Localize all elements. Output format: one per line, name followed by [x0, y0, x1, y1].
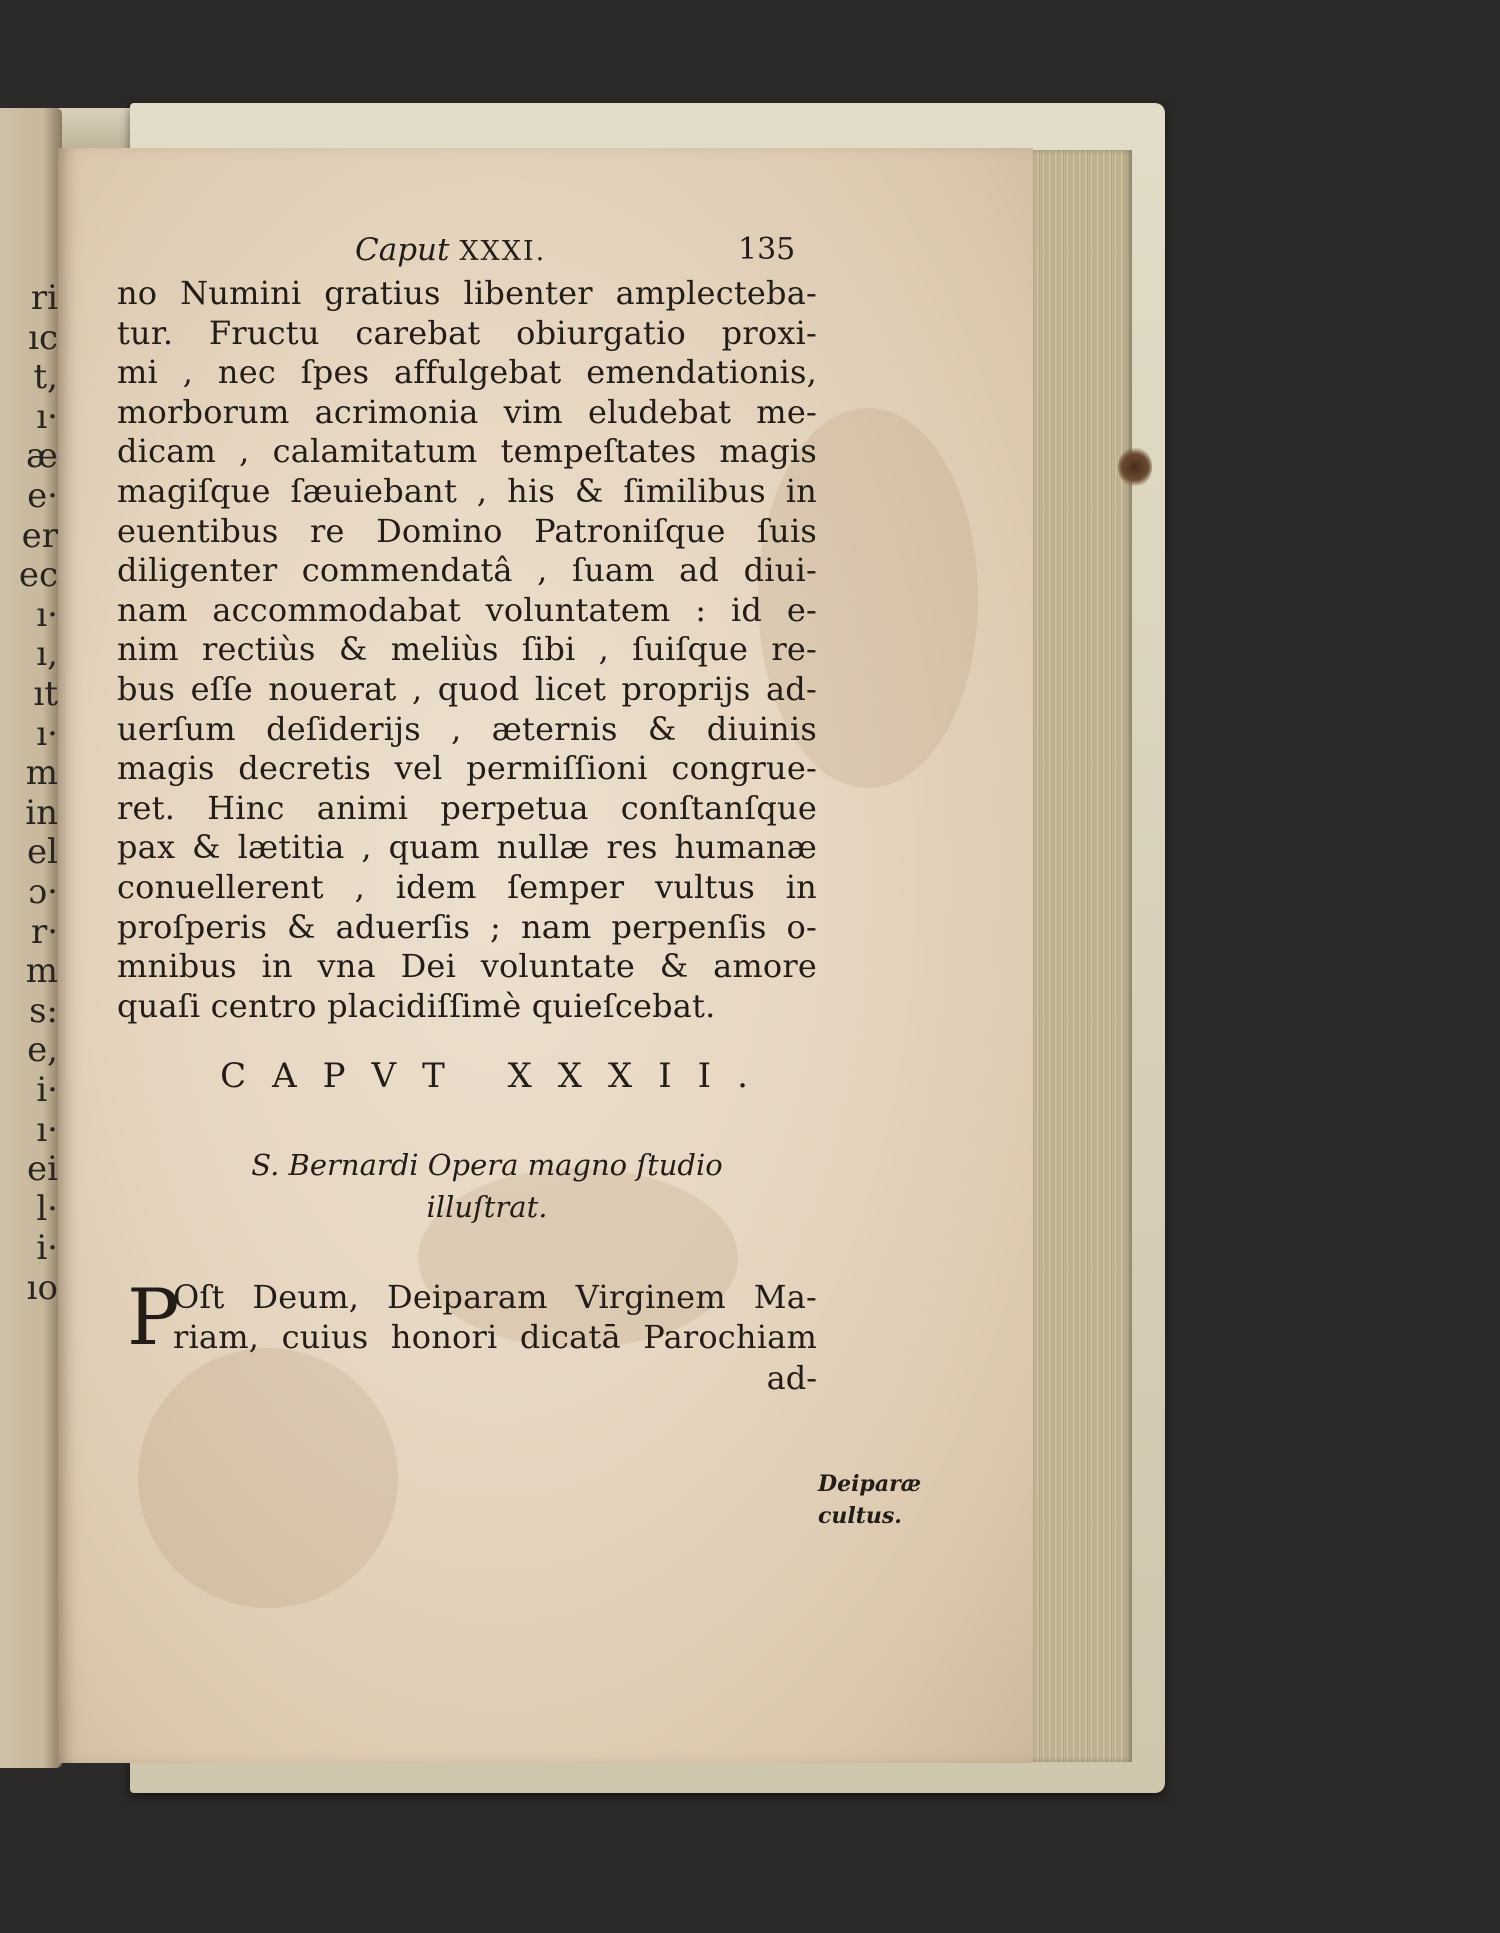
- second-paragraph: [117, 1273, 817, 1399]
- left-page-fragment: i·: [36, 1070, 58, 1110]
- text-line: Oſt Deum, Deiparam Virginem Ma-: [173, 1278, 817, 1317]
- left-page-fragment: ɔ·: [28, 872, 58, 912]
- left-page-fragment: ıo: [26, 1268, 58, 1308]
- left-page-fragment: s:: [29, 990, 58, 1031]
- left-page-fragment: m: [25, 753, 58, 794]
- running-head-title: Caput XXXI.: [355, 232, 547, 268]
- running-head: [117, 232, 817, 274]
- left-page-fragment: ec: [18, 555, 58, 596]
- page-number: 135: [738, 232, 796, 267]
- text-line: mnibus in vna Dei voluntate & amore: [117, 947, 817, 986]
- text-line: bus eſſe nouerat , quod licet proprijs ad-: [117, 669, 817, 708]
- text-line: pax & lætitia , quam nullæ res humanæ: [117, 828, 817, 867]
- left-page-fragment: e,: [27, 1030, 58, 1071]
- worm-hole-damage: [1118, 447, 1152, 487]
- left-page-fragment: in: [25, 792, 58, 833]
- left-page-fragment: ıt: [33, 674, 58, 714]
- left-page-fragment: ri: [30, 278, 58, 318]
- left-page-fragment: er: [21, 515, 58, 556]
- left-page-fragment: ı,: [36, 634, 58, 675]
- margin-note-line: cultus.: [818, 1503, 902, 1529]
- body-paragraph: [117, 274, 817, 1026]
- text-line: morborum acrimonia vim eludebat me-: [117, 392, 817, 431]
- text-line: diligenter commendatâ , ſuam ad diui-: [117, 551, 817, 590]
- margin-note: [818, 1468, 921, 1532]
- text-line: ret. Hinc animi perpetua conſtanſque: [117, 788, 817, 827]
- left-page-fragment: e·: [27, 476, 58, 516]
- left-page-fragment: l·: [36, 1188, 58, 1229]
- left-page-edge: [0, 108, 62, 1768]
- page-fore-edge: [1028, 150, 1132, 1762]
- subtitle-line: illuſtrat.: [426, 1190, 548, 1225]
- left-page-fragment: ıc: [28, 317, 58, 358]
- text-block: [117, 232, 817, 1399]
- left-page-fragment: ı·: [36, 396, 58, 437]
- text-line: no Numini gratius libenter amplecteba-: [117, 274, 817, 312]
- left-page-fragment: ı·: [36, 1109, 58, 1150]
- left-page-fragment: ei: [27, 1149, 58, 1190]
- left-page-fragment: i·: [36, 1228, 58, 1269]
- margin-note-line: Deiparæ: [818, 1471, 922, 1497]
- text-line: tur. Fructu carebat obiurgatio proxi-: [117, 313, 817, 352]
- text-line: proſperis & aduerſis ; nam perpenſis o-: [117, 907, 817, 946]
- text-line: magis decretis vel permiſſioni congrue-: [117, 749, 817, 788]
- text-line: riam, cuius honori dicatā Parochiam: [173, 1317, 817, 1356]
- chapter-heading: CAPVT XXXII.: [220, 1056, 774, 1097]
- text-line: nam accommodabat voluntatem : id e-: [117, 590, 817, 629]
- left-page-fragment: el: [27, 832, 58, 873]
- left-page-fragment: ı·: [36, 594, 58, 635]
- left-page-fragment: r·: [30, 911, 58, 952]
- text-line: euentibus re Domino Patroniſque ſuis: [117, 511, 817, 550]
- left-page-fragment: t,: [33, 357, 58, 398]
- text-line: conuellerent , idem ſemper vultus in: [117, 867, 817, 906]
- drop-cap: P: [127, 1273, 180, 1364]
- text-line: nim rectiùs & meliùs ſibi , ſuiſque re-: [117, 630, 817, 669]
- left-page-fragment: ı·: [36, 713, 58, 754]
- text-line: uerſum deſiderijs , æternis & diuinis: [117, 709, 817, 748]
- chapter-subtitle: [117, 1144, 817, 1228]
- catchword: ad-: [766, 1359, 817, 1398]
- left-page-fragment: m: [25, 951, 58, 992]
- subtitle-line: S. Bernardi Opera magno ſtudio: [251, 1148, 723, 1183]
- text-line: magiſque ſæuiebant , his & ſimilibus in: [117, 471, 817, 510]
- text-line: mi , nec ſpes affulgebat emendationis,: [117, 353, 817, 392]
- left-page-fragment: æ: [26, 436, 58, 477]
- text-line: dicam , calamitatum tempeſtates magis: [117, 432, 817, 471]
- text-line: quaſi centro placidiſſimè quieſcebat.: [117, 986, 716, 1025]
